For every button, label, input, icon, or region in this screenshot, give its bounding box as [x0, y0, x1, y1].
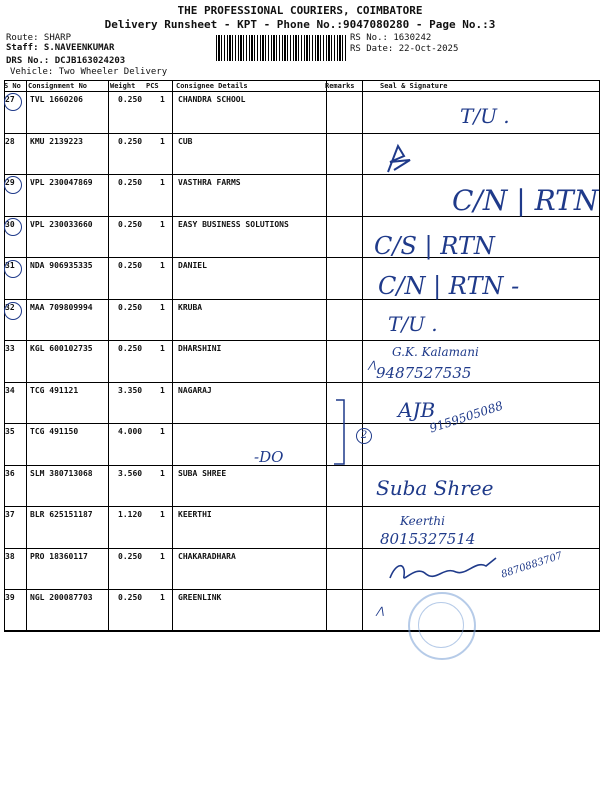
row-weight: 0.250 [118, 551, 143, 561]
handwritten-signature: AJB [398, 398, 436, 422]
handwritten-phone: 9159505088 [427, 398, 505, 436]
vehicle-label: Vehicle: Two Wheeler Delivery [10, 67, 168, 77]
row-consignment-no: VPL 230033660 [30, 219, 93, 229]
row-divider [4, 506, 600, 507]
row-divider [4, 174, 600, 175]
row-consignment-no: NGL 200087703 [30, 593, 93, 602]
row-consignee: NAGARAJ [178, 385, 212, 395]
handwritten-name: G.K. Kalamani [392, 345, 479, 359]
row-sno: 30 [5, 219, 15, 229]
bracket-mark [330, 398, 352, 468]
row-weight: 0.250 [118, 302, 143, 312]
row-divider [4, 548, 600, 549]
circled-number: 2 [356, 428, 372, 444]
circle-mark [4, 176, 22, 194]
row-consignee: SUBA SHREE [178, 468, 227, 478]
row-pcs: 1 [160, 468, 165, 478]
row-consignment-no: PRO 18360117 [30, 551, 88, 561]
tick-mark: ⋀ [368, 360, 377, 371]
row-sno: 37 [5, 510, 15, 519]
row-consignee: DANIEL [178, 261, 207, 270]
handwritten-phone: 8870883707 [499, 550, 564, 581]
rs-date-label: RS Date: 22-Oct-2025 [350, 44, 459, 54]
col-header-seal: Seal & Signature [380, 82, 448, 90]
row-weight: 0.250 [118, 136, 143, 146]
row-consignee: CUB [178, 136, 193, 146]
col-header-consignment: Consignment No [28, 82, 88, 90]
col-header-sno: S No [4, 82, 21, 90]
col-header-remarks: Remarks [325, 82, 355, 90]
row-divider [4, 340, 600, 341]
row-consignee: KEERTHI [178, 510, 212, 519]
row-consignment-no: TVL 1660206 [30, 95, 83, 104]
office-seal-inner [418, 602, 464, 648]
col-header-consignee: Consignee Details [176, 82, 248, 90]
row-weight: 1.120 [118, 510, 143, 519]
row-consignment-no: TCG 491121 [30, 385, 79, 395]
barcode [216, 35, 346, 61]
row-divider [4, 465, 600, 466]
circle-mark [4, 260, 22, 278]
row-sno: 36 [5, 468, 15, 478]
row-consignee: VASTHRA FARMS [178, 178, 241, 187]
tick-mark: ⋀ [376, 606, 385, 617]
row-pcs: 1 [160, 510, 165, 519]
row-consignment-no: KGL 600102735 [30, 344, 93, 353]
scribble-signature-icon [384, 142, 414, 176]
row-pcs: 1 [160, 385, 165, 395]
drs-label: DRS No.: DCJB163024203 [6, 56, 126, 66]
handwritten-phone: 8015327514 [380, 530, 476, 548]
handwritten-remark: T/U . [388, 312, 438, 336]
handwritten-remark: C/N | RTN [452, 184, 599, 217]
row-weight: 4.000 [118, 427, 143, 436]
row-sno: 35 [5, 427, 15, 436]
row-weight: 0.250 [118, 593, 143, 602]
row-divider [4, 133, 600, 134]
row-consignee: CHAKARADHARA [178, 551, 236, 561]
row-sno: 34 [5, 385, 15, 395]
handwritten-signature: Suba Shree [376, 476, 494, 500]
row-sno: 32 [5, 302, 15, 312]
company-title: THE PROFESSIONAL COURIERS, COIMBATORE [177, 4, 423, 17]
row-sno: 33 [5, 344, 15, 353]
row-consignee: EASY BUSINESS SOLUTIONS [178, 219, 289, 229]
col-header-weight: Weight [110, 82, 136, 90]
row-consignee: CHANDRA SCHOOL [178, 95, 246, 104]
row-divider [4, 589, 600, 590]
row-sno: 39 [5, 593, 15, 602]
circle-mark [4, 93, 22, 111]
handwritten-remark: T/U . [460, 104, 510, 128]
handwritten-remark: C/N | RTN - [378, 272, 520, 300]
row-pcs: 1 [160, 344, 165, 353]
row-pcs: 1 [160, 551, 165, 561]
runsheet-subtitle: Delivery Runsheet - KPT - Phone No.:9047080280 - Page No.:3 [104, 18, 496, 31]
table-border-bottom [4, 630, 600, 631]
col-header-pcs: PCS [146, 82, 159, 90]
row-consignment-no: KMU 2139223 [30, 136, 83, 146]
row-weight: 0.250 [118, 261, 143, 270]
row-pcs: 1 [160, 178, 165, 187]
row-consignee: DHARSHINI [178, 344, 222, 353]
row-consignee: GREENLINK [178, 593, 222, 602]
circle-mark [4, 218, 22, 236]
circle-mark [4, 302, 22, 320]
table-header-border [4, 91, 600, 92]
row-sno: 38 [5, 551, 15, 561]
row-pcs: 1 [160, 261, 165, 270]
row-weight: 3.350 [118, 385, 143, 395]
row-consignment-no: SLM 380713068 [30, 468, 93, 478]
row-consignment-no: TCG 491150 [30, 427, 79, 436]
row-pcs: 1 [160, 219, 165, 229]
row-consignment-no: BLR 625151187 [30, 510, 93, 519]
row-divider [4, 257, 600, 258]
row-divider [4, 423, 600, 424]
row-weight: 3.560 [118, 468, 143, 478]
scribble-signature-icon [386, 554, 506, 590]
row-weight: 0.250 [118, 178, 143, 187]
handwritten-remark: -DO [254, 448, 284, 466]
handwritten-phone: 9487527535 [376, 364, 472, 382]
row-weight: 0.250 [118, 344, 143, 353]
row-pcs: 1 [160, 136, 165, 146]
handwritten-remark: C/S | RTN [374, 232, 495, 260]
row-pcs: 1 [160, 95, 165, 104]
row-consignment-no: NDA 906935335 [30, 261, 93, 270]
row-consignee: KRUBA [178, 302, 203, 312]
row-weight: 0.250 [118, 219, 143, 229]
row-sno: 28 [5, 136, 15, 146]
staff-label: Staff: S.NAVEENKUMAR [6, 43, 115, 53]
row-divider [4, 382, 600, 383]
row-consignment-no: MAA 709809994 [30, 302, 93, 312]
rs-no-label: RS No.: 1630242 [350, 33, 432, 43]
table-border-top [4, 80, 600, 81]
row-sno: 29 [5, 178, 15, 187]
route-label: Route: SHARP [6, 33, 72, 43]
handwritten-name: Keerthi [400, 514, 445, 528]
row-sno: 31 [5, 261, 15, 270]
row-pcs: 1 [160, 593, 165, 602]
row-pcs: 1 [160, 302, 165, 312]
row-pcs: 1 [160, 427, 165, 436]
row-sno: 27 [5, 95, 15, 104]
row-consignment-no: VPL 230047869 [30, 178, 93, 187]
row-weight: 0.250 [118, 95, 143, 104]
